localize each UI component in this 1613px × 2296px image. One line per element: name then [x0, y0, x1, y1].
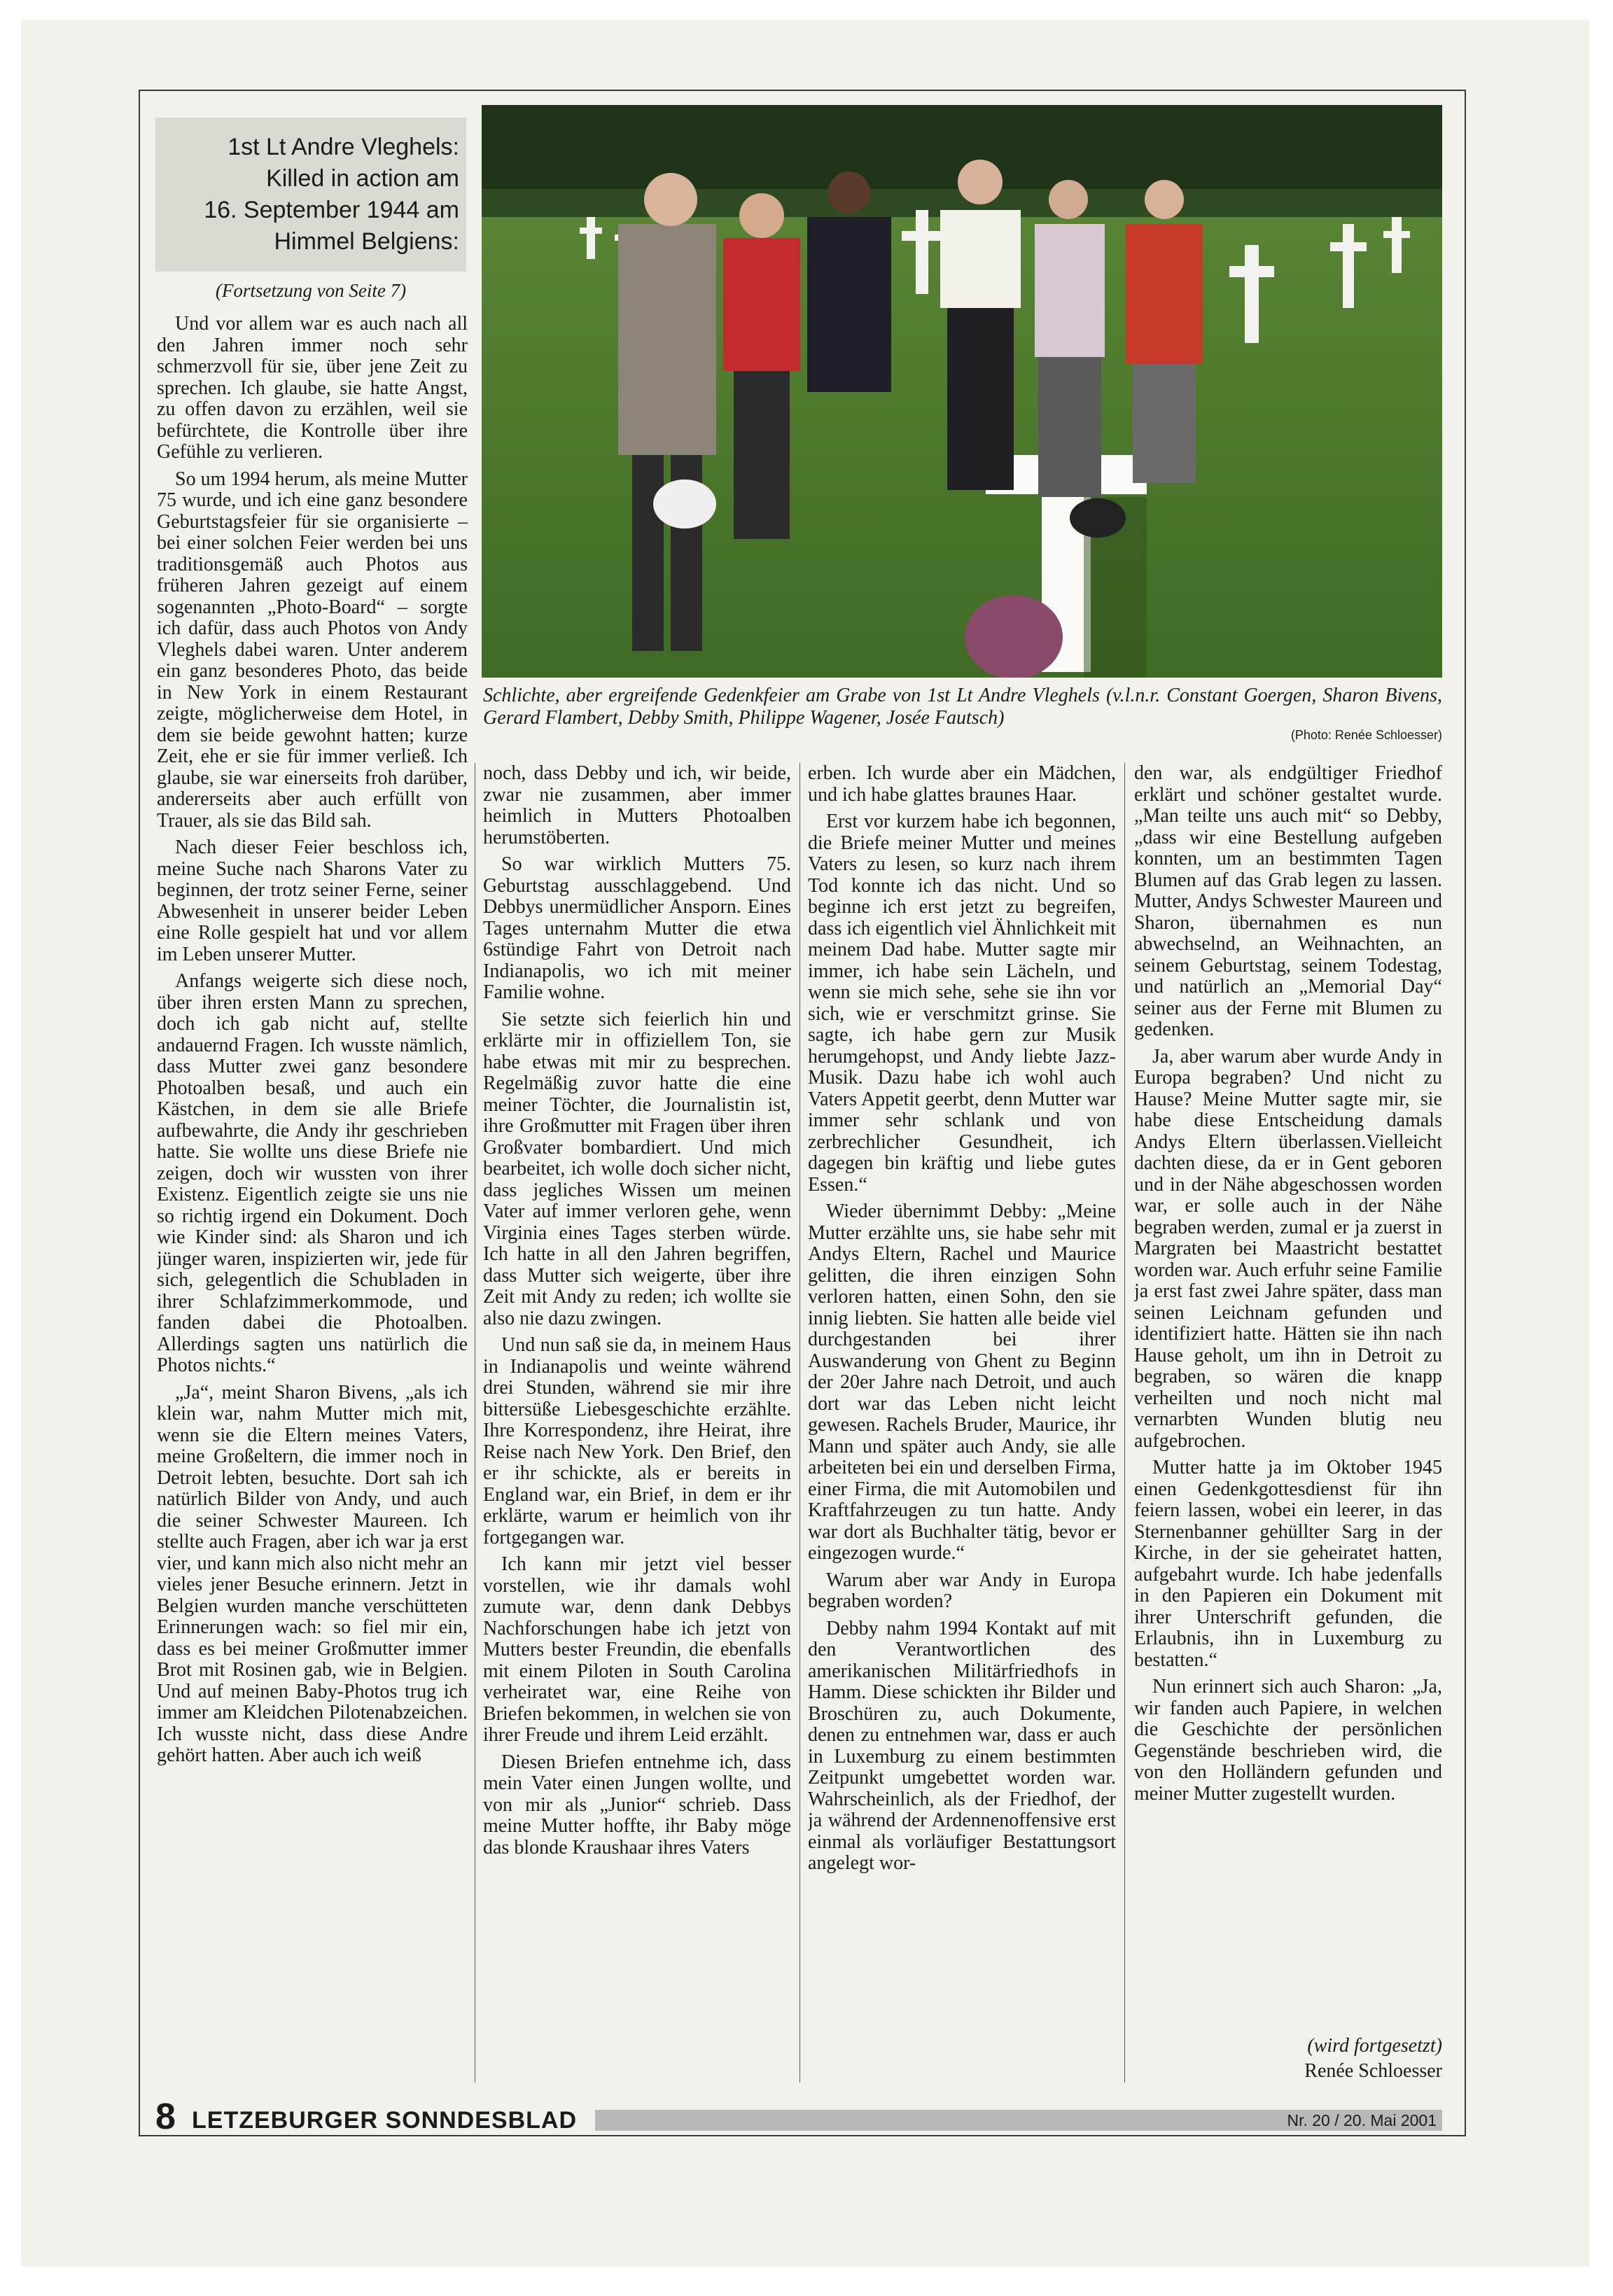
- column-divider-2: [799, 763, 800, 2082]
- author-name: Renée Schloesser: [1304, 2060, 1442, 2082]
- cemetery-photo-image: [482, 105, 1442, 678]
- column-4-paragraph: den war, als endgültiger Friedhof erklärt und schöner gestaltet wurde. „Man teilte uns auch mit“ so Debby, „dass wir eine Bestellung aufgeben konnten, um an bestimmten Tagen Blumen auf das Grab legen zu lassen. Mutter, Andys Schwester Maureen und Sharon, übernahmen es nun abwechselnd, an Weihnachten, an seinem Geburtstag, seinem Todestag, und natürlich an „Memorial Day“ seiner aus der Ferne mit Blumen zu gedenken.: [1134, 763, 1442, 1040]
- column-1-paragraph: Anfangs weigerte sich diese noch, über ihren ersten Mann zu sprechen, doch ich gab nicht auf, stellte andauernd Fragen. Ich wusste nämlich, dass Mutter zwei ganz besondere Photoalben besaß, und auch ein Kästchen, in dem sie alle Briefe aufbewahrte, die Andy ihr geschrieben hatte. Sie wollte uns diese Briefe nie zeigen, doch wir wussten von ihrer Existenz. Eigentlich zeigte sie uns nie so richtig irgend ein Dokument. Doch wie Kinder sind: als Sharon und ich jünger waren, inspizierten wir, jede für sich, gelegentlich die Schubladen in ihrer Schlafzimmerkommode, und fanden dabei die Photoalben. Allerdings sagten uns natürlich die Photos nichts.“: [157, 970, 468, 1376]
- column-3-paragraph: Erst vor kurzem habe ich begonnen, die Briefe meiner Mutter und meines Vaters zu lesen, so kurz nach ihrem Tod konnte ich das nicht. Und so beginne ich erst jetzt zu begreifen, dass ich eigentlich viel Ähnlichkeit mit meinem Dad habe. Mutter sagte mir immer, ich habe sein Lächeln, und wenn sie mich sehe, sehe sie ihn vor sich, wie er verschmitzt grinse. Sie sagte, ich habe gern zur Musik herumgehopst, und Andy liebte Jazz-Musik. Dazu habe ich wohl auch Vaters Appetit geerbt, denn Mutter war immer sehr schlank und von zerbrechlicher Gesundheit, ich dagegen bin kräftig und liebe gutes Essen.“: [808, 811, 1116, 1196]
- column-1-paragraph: Nach dieser Feier beschloss ich, meine Suche nach Sharons Vater zu beginnen, der trotz seiner Ferne, seiner Abwesenheit in unserer beider Leben eine Rolle gespielt hat und vor allem im Leben unserer Mutter.: [157, 836, 468, 965]
- column-1-paragraph: Und vor allem war es auch nach all den Jahren immer noch sehr schmerzvoll für sie, über jene Zeit zu sprechen. Ich glaube, sie hatte Angst, zu offen davon zu erzählen, weil sie befürchtete, die Kontrolle über ihre Gefühle zu verlieren.: [157, 314, 468, 463]
- column-2-paragraph: noch, dass Debby und ich, wir beide, zwar nie zusammen, aber immer heimlich in Mutters Photoalben herumstöberten.: [483, 763, 791, 848]
- continuation-note: (Fortsetzung von Seite 7): [215, 280, 407, 301]
- column-3-paragraph: Wieder übernimmt Debby: „Meine Mutter erzählte uns, sie habe sehr mit Andys Eltern, Rachel und Maurice gelitten, die ihren einzigen Sohn verloren hatten, einen Sohn, den sie innig liebten. Sie hatten alle beide viel durchgestanden bei ihrer Auswanderung von Ghent zu Beginn der 20er Jahre nach Detroit, und auch dort war das Leben nicht leicht gewesen. Rachels Bruder, Maurice, ihr Mann und später auch Andy, sie alle arbeiteten bei ein und derselben Firma, einer Firma, die mit Automobilen und Kraftfahrzeugen zu tun hatte. Andy war dort als Buchhalter tätig, bevor er eingezogen wurde.“: [808, 1200, 1116, 1564]
- column-divider-3: [1124, 763, 1125, 2082]
- article-column-4: [1134, 763, 1442, 2082]
- column-2-paragraph: So war wirklich Mutters 75. Geburtstag ausschlaggebend. Und Debbys unermüdlicher Ansporn. Eines Tages unternahm Mutter die etwa 6stündige Fahrt von Detroit nach Indianapolis, wo ich mit meiner Familie wohne.: [483, 853, 791, 1003]
- column-4-paragraph: Mutter hatte ja im Oktober 1945 einen Gedenkgottesdienst für ihn feiern lassen, wobei ein leerer, in das Sternenbanner gehüllter Sarg in der Kirche, in der sie geheiratet hatten, aufgebahrt wurde. Ich habe jedenfalls in den Papieren ein Dokument mit ihrer Unterschrift gefunden, die Erlaubnis, ihn in Luxemburg zu bestatten.“: [1134, 1457, 1442, 1671]
- column-4-paragraph: Nun erinnert sich auch Sharon: „Ja, wir fanden auch Papiere, in welchen die Geschichte der persönlichen Gegenstände beschrieben wird, die von den Holländern gefunden und meiner Mutter zugestellt wurden.: [1134, 1676, 1442, 1805]
- publication-name: LETZEBURGER SONNDESBLAD: [192, 2107, 578, 2134]
- article-column-1: [157, 314, 468, 2082]
- photo-caption: Schlichte, aber ergreifende Gedenkfeier am Grabe von 1st Lt Andre Vleghels (v.l.n.r. Constant Goergen, Sharon Bivens, Gerard Flambert, Debby Smith, Philippe Wagener, Josée Fautsch): [483, 685, 1442, 729]
- column-4-paragraph: Ja, aber warum aber wurde Andy in Europa begraben? Und nicht zu Hause? Meine Mutter sagte mir, sie habe diese Entscheidung damals Andys Eltern überlassen.Vielleicht dachten diese, da er in Gent geboren und in der Nähe abgeschossen worden war, er solle auch in der Nähe begraben werden, zumal er ja zuerst in Margraten bei Maastricht bestattet worden war. Auch erfuhr seine Familie ja erst fast zwei Jahre später, dass man seinen Leichnam gefunden und identifiziert hatte. Hätten sie ihn nach Hause geholt, um ihn in Detroit zu begraben, so wären die knapp verheilten und noch nicht mal vernarbten Wunden blutig neu aufgebrochen.: [1134, 1045, 1442, 1452]
- article-column-2: [483, 763, 791, 2082]
- column-3-paragraph: Debby nahm 1994 Kontakt auf mit den Verantwortlichen des amerikanischen Militärfriedhofs in Hamm. Diese schickten ihr Bilder und Broschüren zu, auch Dokumente, denen zu entnehmen war, dass er auch in Luxemburg zu einem bestimmten Zeitpunkt umgebettet worden war. Wahrscheinlich, als der Friedhof, der ja während der Ardennenoffensive erst einmal als vorläufiger Bestattungsort angelegt wor-: [808, 1617, 1116, 1874]
- column-3-paragraph: Warum aber war Andy in Europa begraben worden?: [808, 1569, 1116, 1612]
- to-be-continued: (wird fortgesetzt): [1307, 2035, 1442, 2057]
- headline-line-2: Killed in action am: [266, 165, 459, 192]
- column-2-paragraph: Ich kann mir jetzt viel besser vorstellen, wie ihr damals wohl zumute war, denn dank Debbys Nachforschungen habe ich jetzt von Mutters bester Freundin, die ebenfalls mit einem Piloten in South Carolina verheiratet war, eine Reihe von Briefen bekommen, in welchen sie von ihrer Freude und ihrem Leid erzählt.: [483, 1553, 791, 1746]
- column-2-paragraph: Diesen Briefen entnehme ich, dass mein Vater einen Jungen wollte, und von mir als „Junior“ schrieb. Dass meine Mutter hoffte, ihr Baby möge das blonde Kraushaar ihres Vaters: [483, 1751, 791, 1858]
- article-signoff: [1134, 2033, 1442, 2084]
- memorial-photo: [482, 105, 1442, 678]
- article-column-3: [808, 763, 1116, 2082]
- column-1-paragraph: So um 1994 herum, als meine Mutter 75 wurde, und ich eine ganz besondere Geburtstagsfeier für sie organisierte – bei einer solchen Feier werden bei uns traditionsgemäß auch Photos aus früheren Jahren gezeigt auf einem sogenannten „Photo-Board“ – sorgte ich dafür, dass auch Photos von Andy Vleghels dabei waren. Unter anderem ein ganz besonderes Photo, das beide in New York in einem Restaurant zeigte, möglicherweise dem Hotel, in dem sie beide gewohnt hatten; kurze Zeit, ehe er sie für immer verließ. Ich glaube, sie war einerseits froh darüber, andererseits aber auch erfüllt von Trauer, als sie das Bild sah.: [157, 468, 468, 832]
- column-1-paragraph: „Ja“, meint Sharon Bivens, „als ich klein war, nahm Mutter mich mit, wenn sie die Eltern meines Vaters, meine Großeltern, die immer noch in Detroit lebten, besuchte. Dort sah ich natürlich Bilder von Andy, und auch die seiner Schwester Maureen. Ich stellte auch Fragen, aber ich war ja erst vier, und kann mich also nicht mehr an vieles jener Besuche erinnern. Jetzt in Belgien wurden manche verschütteten Erinnerungen wach: so fiel mir ein, dass es bei meiner Großmutter immer Brot mit Rosinen gab, wie in Belgien. Und auf meinen Baby-Photos trug ich immer am Kleidchen Pilotenabzeichen. Ich wusste nicht, dass diese Andre gehört hatten. Aber auch ich weiß: [157, 1381, 468, 1766]
- page-footer: [155, 2096, 1444, 2137]
- headline-line-3: 16. September 1944 am: [204, 197, 459, 223]
- article-headline: [162, 132, 459, 258]
- column-2-paragraph: Sie setzte sich feierlich hin und erklärte mir in offiziellem Ton, sie habe etwas mit mir zu besprechen. Regelmäßig zuvor hatte die eine meiner Töchter, die Journalistin ist, ihre Großmutter mit Fragen über ihren Großvater bombardiert. Und mich bearbeitet, ich wolle doch sicher nicht, dass jegliches Wissen um meinen Vater auf immer verloren gehe, wenn Virginia eines Tages sterben würde. Ich hatte in all den Jahren begriffen, dass Mutter sich weigerte, über ihre Zeit mit Andy zu reden; ich wollte sie also nie dazu zwingen.: [483, 1008, 791, 1329]
- headline-line-1: 1st Lt Andre Vleghels:: [228, 134, 459, 160]
- column-3-paragraph: erben. Ich wurde aber ein Mädchen, und ich habe glattes braunes Haar.: [808, 763, 1116, 806]
- headline-line-4: Himmel Belgiens:: [274, 228, 459, 255]
- footer-bar: [595, 2110, 1442, 2131]
- page-number: 8: [155, 2096, 176, 2137]
- column-2-paragraph: Und nun saß sie da, in meinem Haus in Indianapolis und weinte während drei Stunden, während sie mir ihre bittersüße Liebesgeschichte erzählte. Ihre Korrespondenz, ihre Heirat, ihre Reise nach New York. Den Brief, den er ihr schickte, als er bereits in England war, ein Brief, in dem er ihr erklärte, warum er heimlich von ihr fortgegangen war.: [483, 1334, 791, 1548]
- photo-credit: (Photo: Renée Schloesser): [1290, 728, 1442, 742]
- issue-info: Nr. 20 / 20. Mai 2001: [1287, 2111, 1437, 2129]
